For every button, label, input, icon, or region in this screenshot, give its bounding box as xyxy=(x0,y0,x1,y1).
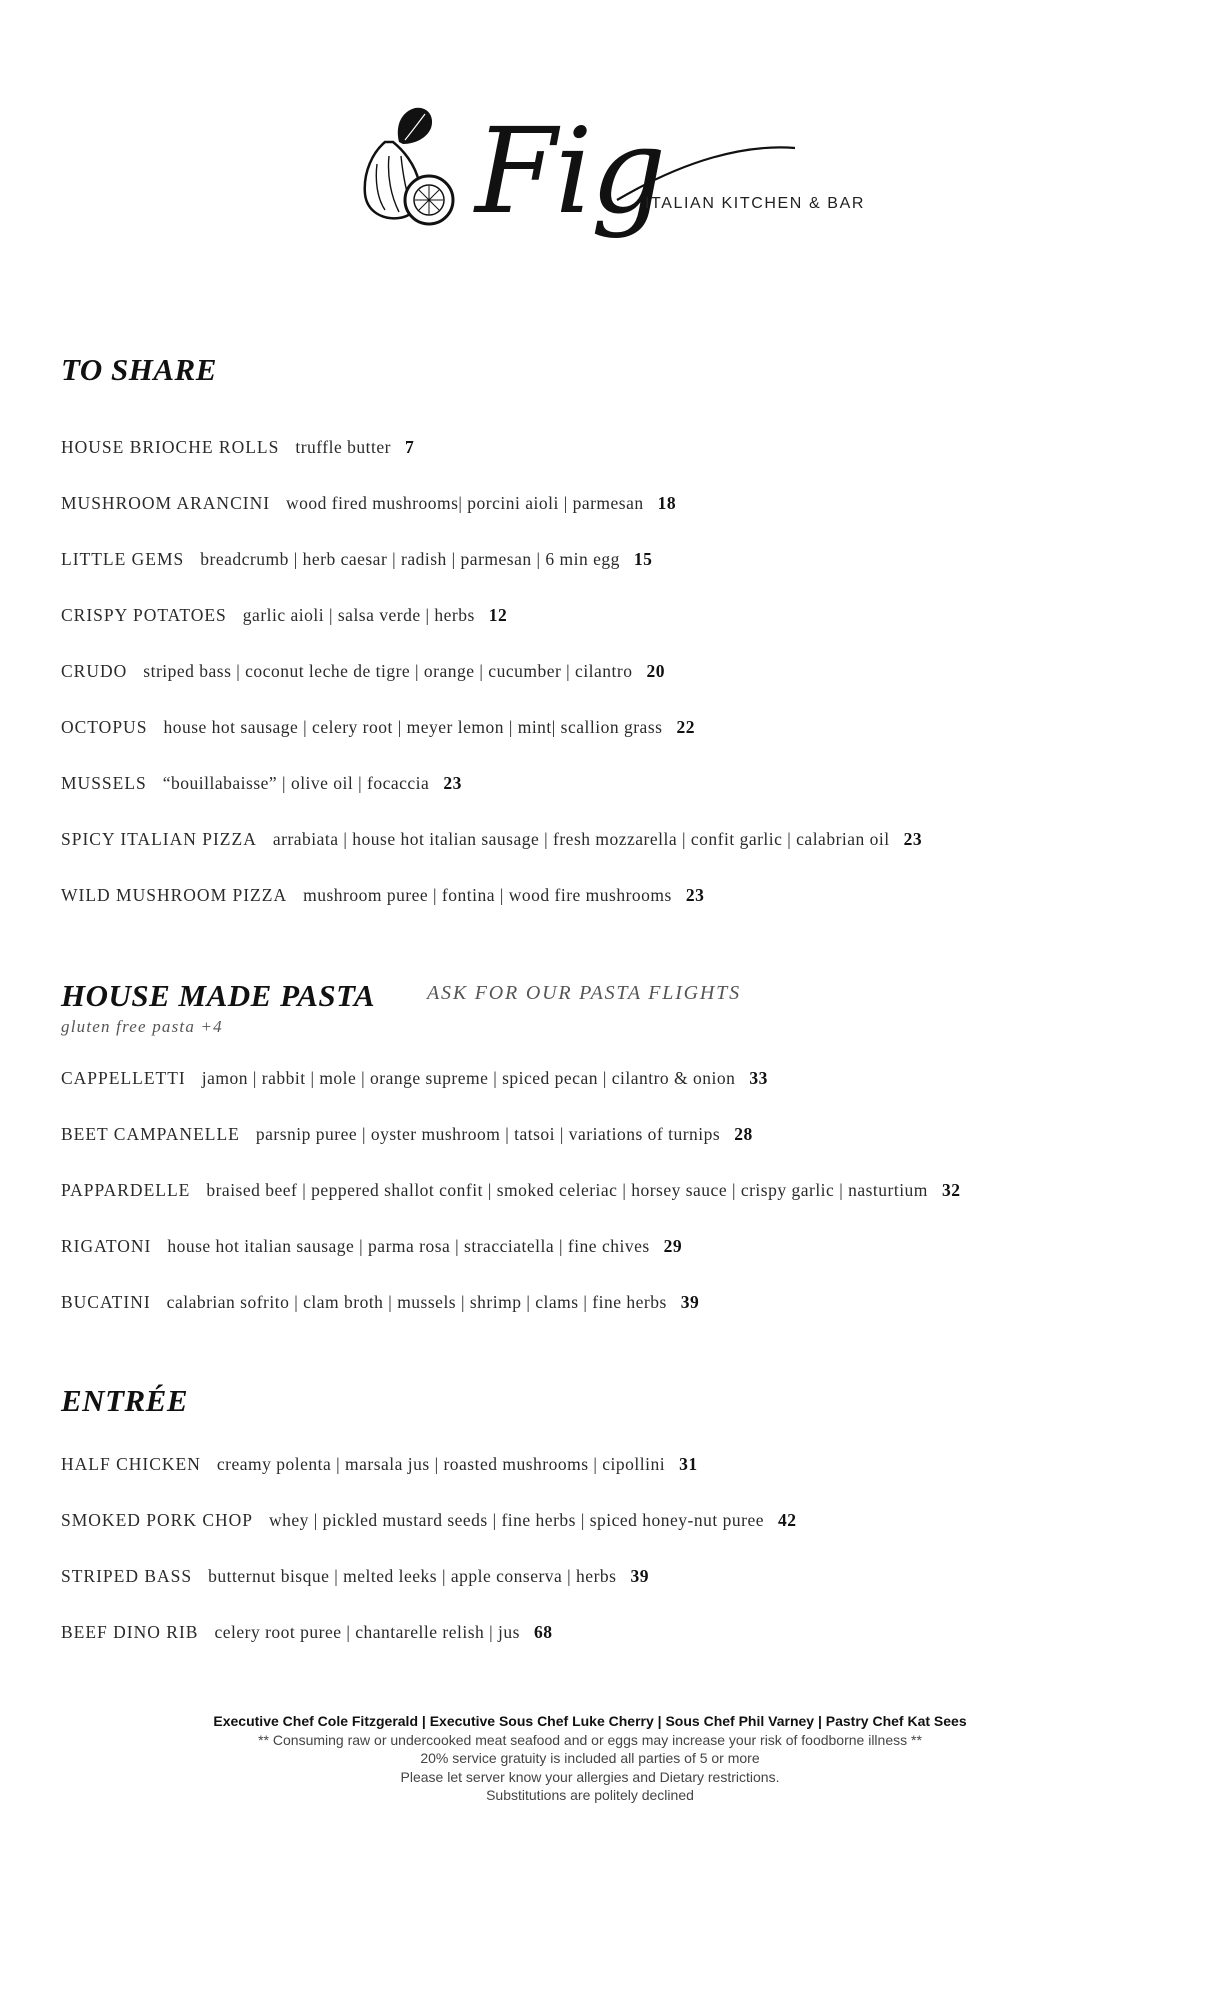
menu-item-description: “bouillabaisse” | olive oil | focaccia xyxy=(162,773,430,793)
section-title-entree: ENTRÉE xyxy=(61,1383,189,1418)
menu-item xyxy=(61,1068,768,1089)
menu-item-description: mushroom puree | fontina | wood fire mushrooms xyxy=(303,885,672,905)
fig-logo-graphic xyxy=(355,90,875,250)
menu-item-name: CRUDO xyxy=(61,661,128,681)
menu-item-name: STRIPED BASS xyxy=(61,1566,193,1586)
menu-item-price: 12 xyxy=(488,605,508,625)
menu-item-name: MUSSELS xyxy=(61,773,147,793)
menu-item-name: BUCATINI xyxy=(61,1292,151,1312)
substitutions-note: Substitutions are politely declined xyxy=(486,1787,694,1803)
menu-item xyxy=(61,885,704,906)
fig-fruit-icon xyxy=(365,108,453,224)
pasta-flights-note: ASK FOR OUR PASTA FLIGHTS xyxy=(427,982,741,1004)
menu-item-description: braised beef | peppered shallot confit | smoked celeriac | horsey sauce | crispy garlic | nasturtium xyxy=(206,1180,928,1200)
menu-item-price: 39 xyxy=(630,1566,649,1586)
menu-item-price: 39 xyxy=(680,1292,700,1312)
menu-item-price: 33 xyxy=(749,1068,768,1088)
menu-item-description: striped bass | coconut leche de tigre | orange | cucumber | cilantro xyxy=(143,661,633,681)
menu-item-name: CAPPELLETTI xyxy=(61,1068,186,1088)
gratuity-note: 20% service gratuity is included all parties of 5 or more xyxy=(420,1750,760,1766)
menu-item-name: CRISPY POTATOES xyxy=(61,605,227,625)
menu-item xyxy=(61,717,695,738)
menu-item-description: whey | pickled mustard seeds | fine herbs | spiced honey-nut puree xyxy=(269,1510,764,1530)
menu-item xyxy=(61,1510,797,1531)
menu-item-price: 23 xyxy=(443,773,462,793)
menu-item xyxy=(61,1180,960,1201)
menu-item xyxy=(61,773,462,794)
menu-item-name: HALF CHICKEN xyxy=(61,1454,201,1474)
menu-item-price: 23 xyxy=(685,885,705,905)
menu-item-description: breadcrumb | herb caesar | radish | parmesan | 6 min egg xyxy=(200,549,620,569)
restaurant-logo xyxy=(355,90,875,250)
menu-item-price: 7 xyxy=(404,437,415,457)
menu-item-price: 42 xyxy=(778,1510,797,1530)
menu-item-description: celery root puree | chantarelle relish | jus xyxy=(214,1622,520,1642)
section-title-to-share: TO SHARE xyxy=(61,352,217,387)
menu-item-description: garlic aioli | salsa verde | herbs xyxy=(242,605,475,625)
section-title-pasta: HOUSE MADE PASTA xyxy=(61,978,376,1013)
menu-item-name: BEEF DINO RIB xyxy=(61,1622,199,1642)
menu-item-description: butternut bisque | melted leeks | apple conserva | herbs xyxy=(208,1566,617,1586)
menu-item-description: house hot italian sausage | parma rosa | stracciatella | fine chives xyxy=(167,1236,650,1256)
menu-item xyxy=(61,1292,699,1313)
menu-item-description: wood fired mushrooms| porcini aioli | parmesan xyxy=(286,493,644,513)
foodborne-warning: ** Consuming raw or undercooked meat seafood and or eggs may increase your risk of foodborne illness ** xyxy=(258,1731,922,1748)
menu-item-description: calabrian sofrito | clam broth | mussels | shrimp | clams | fine herbs xyxy=(166,1292,667,1312)
menu-footer xyxy=(0,1712,1180,1805)
logo-subtitle: ITALIAN KITCHEN & BAR xyxy=(645,195,866,212)
menu-item xyxy=(61,437,414,458)
menu-item-price: 68 xyxy=(533,1622,553,1642)
menu-item-description: truffle butter xyxy=(295,437,391,457)
menu-item-name: RIGATONI xyxy=(61,1236,152,1256)
logo-wordmark: Fig xyxy=(475,102,665,240)
menu-item-price: 31 xyxy=(679,1454,698,1474)
menu-item-price: 32 xyxy=(941,1180,961,1200)
menu-item-description: parsnip puree | oyster mushroom | tatsoi | variations of turnips xyxy=(255,1124,721,1144)
menu-item-name: BEET CAMPANELLE xyxy=(61,1124,240,1144)
menu-item-price: 28 xyxy=(734,1124,753,1144)
menu-item xyxy=(61,1454,698,1475)
menu-item-price: 22 xyxy=(676,717,695,737)
menu-item-name: SMOKED PORK CHOP xyxy=(61,1510,254,1530)
allergy-note: Please let server know your allergies and Dietary restrictions. xyxy=(400,1768,780,1785)
gluten-free-note: gluten free pasta +4 xyxy=(61,1017,223,1036)
menu-item-name: OCTOPUS xyxy=(61,717,148,737)
menu-item-description: creamy polenta | marsala jus | roasted mushrooms | cipollini xyxy=(216,1454,666,1474)
menu-item-price: 20 xyxy=(646,661,665,681)
menu-item xyxy=(61,605,507,626)
menu-item-description: house hot sausage | celery root | meyer lemon | mint| scallion grass xyxy=(163,717,663,737)
menu-item xyxy=(61,549,652,570)
menu-item-price: 29 xyxy=(663,1236,683,1256)
menu-item xyxy=(61,829,922,850)
menu-item xyxy=(61,661,665,682)
chef-credits: Executive Chef Cole Fitzgerald | Executive Sous Chef Luke Cherry | Sous Chef Phil Varney | Pastry Chef Kat Sees xyxy=(213,1713,967,1729)
menu-item-name: PAPPARDELLE xyxy=(61,1180,191,1200)
menu-item xyxy=(61,1124,753,1145)
menu-item-name: MUSHROOM ARANCINI xyxy=(61,493,271,513)
menu-item-name: SPICY ITALIAN PIZZA xyxy=(61,829,257,849)
menu-item-description: jamon | rabbit | mole | orange supreme | spiced pecan | cilantro & onion xyxy=(201,1068,736,1088)
menu-item-price: 18 xyxy=(657,493,677,513)
menu-item-price: 23 xyxy=(903,829,923,849)
menu-item xyxy=(61,1622,552,1643)
menu-item xyxy=(61,1566,649,1587)
menu-item xyxy=(61,1236,682,1257)
menu-item-name: HOUSE BRIOCHE ROLLS xyxy=(61,437,280,457)
menu-item-description: arrabiata | house hot italian sausage | fresh mozzarella | confit garlic | calabrian oil xyxy=(272,829,890,849)
menu-item-name: WILD MUSHROOM PIZZA xyxy=(61,885,288,905)
menu-item xyxy=(61,493,676,514)
menu-item-price: 15 xyxy=(633,549,653,569)
menu-item-name: LITTLE GEMS xyxy=(61,549,185,569)
